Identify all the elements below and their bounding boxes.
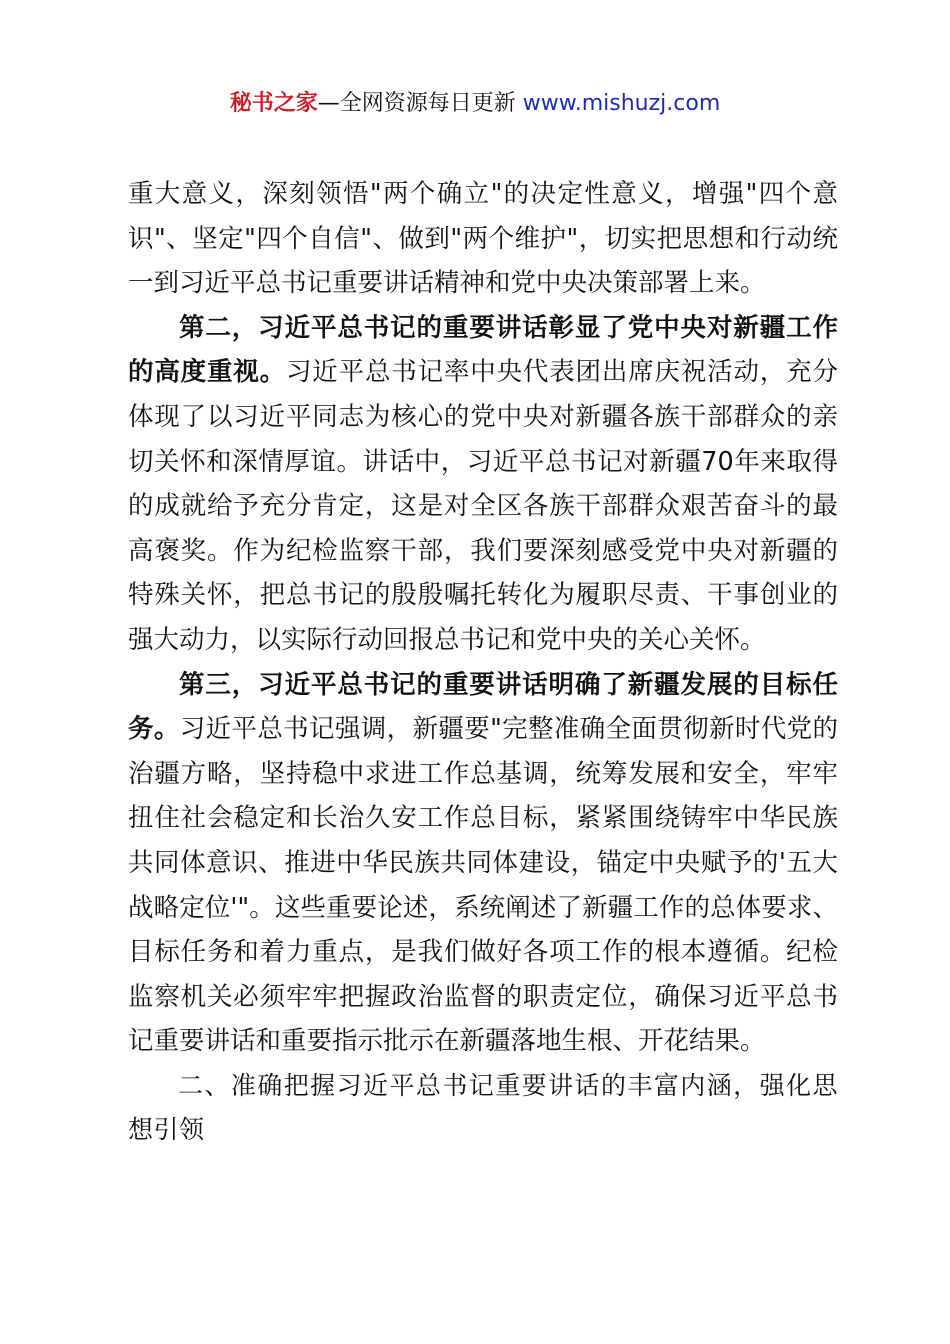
brand-name: 秘书之家: [229, 91, 318, 116]
document-body: [128, 172, 838, 1153]
paragraph-text: 习近平总书记强调，新疆要"完整准确全面贯彻新时代党的治疆方略，坚持稳中求进工作总基调，统筹发展和安全，牢牢扭住社会稳定和长治久安工作总目标，紧紧围绕铸牢中华民族共同体意识、推进中华民族共同体建设，锚定中央赋予的'五大战略定位'"。这些重要论述，系统阐述了新疆工作的总体要求、目标任务和着力重点，是我们做好各项工作的根本遵循。纪检监察机关必须牢牢把握政治监督的职责定位，确保习近平总书记重要讲话和重要指示批示在新疆落地生根、开花结果。: [128, 714, 838, 1057]
paragraph-continuation: [128, 172, 838, 306]
paragraph-second-point: [128, 306, 838, 663]
website-link[interactable]: www.mishuzj.com: [522, 91, 721, 116]
paragraph-text: 重大意义，深刻领悟"两个确立"的决定性意义，增强"四个意识"、坚定"四个自信"、做到"两个维护"，切实把思想和行动统一到习近平总书记重要讲话精神和党中央决策部署上来。: [128, 179, 838, 299]
paragraph-lead: 第三，习近平总书记的重要讲话明确了新疆发展的目标任务。: [128, 669, 838, 745]
paragraph-third-point: [128, 663, 838, 1064]
section-heading: [128, 1064, 838, 1153]
page-header: [0, 86, 950, 122]
section-heading-text: 二、准确把握习近平总书记重要讲话的丰富内涵，强化思想引领: [128, 1070, 838, 1145]
paragraph-lead: 第二，习近平总书记的重要讲话彰显了党中央对新疆工作的高度重视。: [128, 312, 838, 388]
paragraph-text: 习近平总书记率中央代表团出席庆祝活动，充分体现了以习近平同志为核心的党中央对新疆各族干部群众的亲切关怀和深情厚谊。讲话中，习近平总书记对新疆70年来取得的成就给予充分肯定，这是对全区各族干部群众艰苦奋斗的最高褒奖。作为纪检监察干部，我们要深刻感受党中央对新疆的特殊关怀，把总书记的殷殷嘱托转化为履职尽责、干事创业的强大动力，以实际行动回报总书记和党中央的关心关怀。: [128, 357, 838, 655]
header-tagline: —全网资源每日更新: [317, 91, 516, 116]
